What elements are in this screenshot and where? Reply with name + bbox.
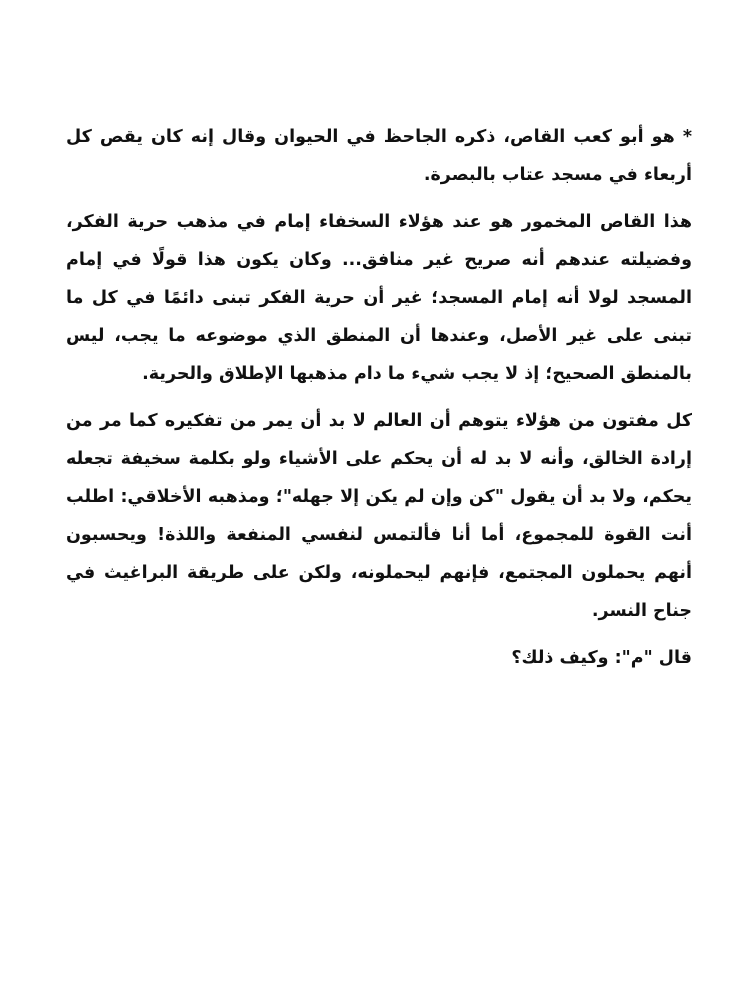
text-line: جناح النسر. xyxy=(591,601,692,621)
text-line: المسجد لولا أنه إمام المسجد؛ غير أن حرية الفكر تبنى دائمًا في كل ما xyxy=(66,288,692,308)
text-line: وفضيلته عندهم أنه صريح غير منافق... وكان يكون هذا قولًا في إمام xyxy=(66,250,692,270)
text-line: يحكم، ولا بد أن يقول "كن وإن لم يكن إلا جهله"؛ ومذهبه الأخلاقي: اطلب xyxy=(66,487,692,507)
text-line: أنهم يحملون المجتمع، فإنهم ليحملونه، ولكن على طريقة البراغيث في xyxy=(66,563,692,583)
dialogue-paragraph xyxy=(66,639,692,677)
text-line: هذا القاص المخمور هو عند هؤلاء السخفاء إمام في مذهب حرية الفكر، xyxy=(66,212,692,232)
footnote-paragraph xyxy=(66,118,692,194)
text-line: كل مفتون من هؤلاء يتوهم أن العالم لا بد أن يمر من تفكيره كما مر من xyxy=(66,411,692,431)
text-line: أنت القوة للمجموع، أما أنا فألتمس لنفسي المنفعة واللذة! ويحسبون xyxy=(66,525,692,545)
body-paragraph xyxy=(66,203,692,393)
text-line: قال "م": وكيف ذلك؟ xyxy=(511,648,692,668)
text-line: * هو أبو كعب القاص، ذكره الجاحظ في الحيوان وقال إنه كان يقص كل xyxy=(66,127,692,147)
text-line: إرادة الخالق، وأنه لا بد له أن يحكم على الأشياء ولو بكلمة سخيفة تجعله xyxy=(66,449,692,469)
document-page xyxy=(66,118,692,686)
text-line: بالمنطق الصحيح؛ إذ لا يجب شيء ما دام مذهبها الإطلاق والحرية. xyxy=(142,364,692,384)
text-line: أربعاء في مسجد عتاب بالبصرة. xyxy=(423,165,692,185)
body-paragraph xyxy=(66,402,692,630)
text-line: تبنى على غير الأصل، وعندها أن المنطق الذي موضوعه ما يجب، ليس xyxy=(66,326,692,346)
